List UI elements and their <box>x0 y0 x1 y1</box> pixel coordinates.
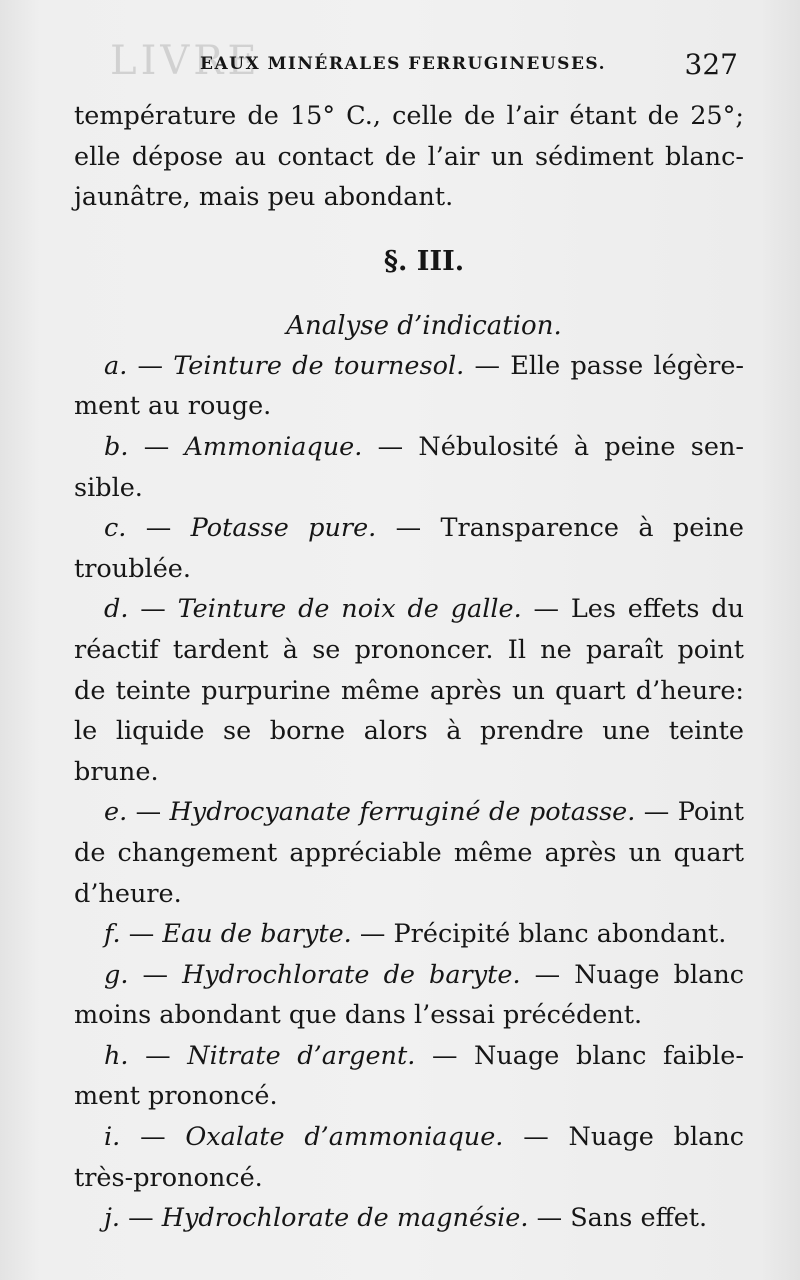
entry-first-line <box>74 1198 744 1239</box>
intro-line: jaunâtre, mais peu abondant. <box>74 182 454 213</box>
em-dash: — <box>128 1203 154 1234</box>
em-dash: — <box>128 919 155 950</box>
entry-first-line <box>74 792 744 833</box>
reagent-name: Hydrocyanate ferruginé de potasse. <box>169 797 636 828</box>
entry-letter: b. <box>104 431 129 462</box>
entry-first-line <box>74 955 744 996</box>
section-title: §. III. <box>383 245 465 277</box>
page-number: 327 <box>684 48 738 81</box>
em-dash: — <box>431 1040 458 1071</box>
entry-continuation-line: réactif tardent à se prononcer. Il ne paraît point <box>74 634 744 665</box>
em-dash: — <box>536 1203 563 1234</box>
reagent-result: Nuage blanc <box>574 959 745 990</box>
em-dash: — <box>533 594 560 625</box>
reagent-entry <box>74 1117 744 1198</box>
entry-first-line <box>74 346 744 387</box>
entry-continuation-line: le liquide se borne alors à prendre une teinte <box>74 716 744 747</box>
entry-continuation-line: troublée. <box>74 553 191 584</box>
entry-continuation-line: très-prononcé. <box>74 1162 263 1193</box>
reagent-name: Hydrochlorate de magnésie. <box>161 1203 529 1234</box>
reagent-entry <box>74 589 744 792</box>
reagent-entry <box>74 792 744 914</box>
reagent-name: Teinture de noix de galle. <box>177 594 522 625</box>
reagent-name: Potasse pure. <box>190 513 377 544</box>
reagent-result: Point <box>677 797 745 828</box>
entry-letter: i. <box>104 1122 121 1153</box>
entry-letter: e. <box>104 797 128 828</box>
entry-continuation-line: de teinte purpurine même après un quart d’heure: <box>74 675 744 706</box>
entry-first-line <box>74 1117 744 1158</box>
em-dash: — <box>142 959 168 990</box>
show-through-bleed: LIVRE <box>110 38 261 84</box>
reagent-result: Sans effet. <box>570 1203 708 1234</box>
reagent-entry <box>74 427 744 508</box>
entry-continuation-line: ment prononcé. <box>74 1081 278 1112</box>
reagent-name: Oxalate d’ammoniaque. <box>185 1122 504 1153</box>
reagent-name: Ammoniaque. <box>184 431 363 462</box>
em-dash: — <box>140 594 166 625</box>
em-dash: — <box>474 350 500 381</box>
reagent-list <box>74 346 744 1239</box>
entry-continuation-line: brune. <box>74 756 159 787</box>
reagent-result: Précipité blanc abondant. <box>393 919 727 950</box>
reagent-entry <box>74 914 744 955</box>
em-dash: — <box>135 797 162 828</box>
body-text <box>74 96 744 1239</box>
entry-continuation-line: d’heure. <box>74 878 182 909</box>
entry-continuation-line: ment au rouge. <box>74 391 272 422</box>
entry-letter: j. <box>104 1203 121 1234</box>
em-dash: — <box>145 1040 171 1071</box>
reagent-entry <box>74 508 744 589</box>
reagent-name: Nitrate d’argent. <box>187 1040 416 1071</box>
entry-first-line <box>74 1036 744 1077</box>
em-dash: — <box>643 797 670 828</box>
em-dash: — <box>395 513 422 544</box>
reagent-result: Les effets du <box>570 594 745 625</box>
reagent-result: Transparence à peine <box>440 513 745 544</box>
reagent-name: Teinture de tournesol. <box>173 350 465 381</box>
entry-letter: a. <box>104 350 128 381</box>
reagent-entry <box>74 1198 744 1239</box>
page-header <box>200 48 738 81</box>
section-subtitle: Analyse d’indication. <box>286 310 562 341</box>
entry-letter: c. <box>104 513 127 544</box>
entry-first-line <box>74 508 744 549</box>
reagent-name: Hydrochlorate de baryte. <box>182 959 521 990</box>
entry-letter: g. <box>104 959 129 990</box>
reagent-result: Nébulosité à peine sen- <box>418 431 744 462</box>
em-dash: — <box>137 350 164 381</box>
entry-first-line <box>74 589 744 630</box>
reagent-entry <box>74 1036 744 1117</box>
em-dash: — <box>140 1122 166 1153</box>
reagent-name: Eau de baryte. <box>162 919 352 950</box>
entry-letter: d. <box>104 594 129 625</box>
entry-letter: f. <box>104 919 121 950</box>
entry-letter: h. <box>104 1040 129 1071</box>
reagent-result: Nuage blanc faible- <box>474 1040 744 1071</box>
em-dash: — <box>534 959 561 990</box>
entry-first-line <box>74 914 744 955</box>
entry-continuation-line: sible. <box>74 472 143 503</box>
running-title: EAUX MINÉRALES FERRUGINEUSES. <box>200 54 606 74</box>
entry-continuation-line: de changement appréciable même après un quart <box>74 837 744 868</box>
em-dash: — <box>145 513 172 544</box>
em-dash: — <box>143 431 170 462</box>
reagent-entry <box>74 955 744 1036</box>
reagent-result: Nuage blanc <box>568 1122 745 1153</box>
em-dash: — <box>523 1122 549 1153</box>
intro-line: elle dépose au contact de l’air un sédiment blanc- <box>74 141 744 172</box>
reagent-entry <box>74 346 744 427</box>
entry-continuation-line: moins abondant que dans l’essai précédent. <box>74 1000 643 1031</box>
entry-first-line <box>74 427 744 468</box>
em-dash: — <box>377 431 404 462</box>
intro-line: température de 15° C., celle de l’air étant de 25°; <box>74 101 744 131</box>
reagent-result: Elle passe légère- <box>510 350 745 381</box>
em-dash: — <box>359 919 386 950</box>
